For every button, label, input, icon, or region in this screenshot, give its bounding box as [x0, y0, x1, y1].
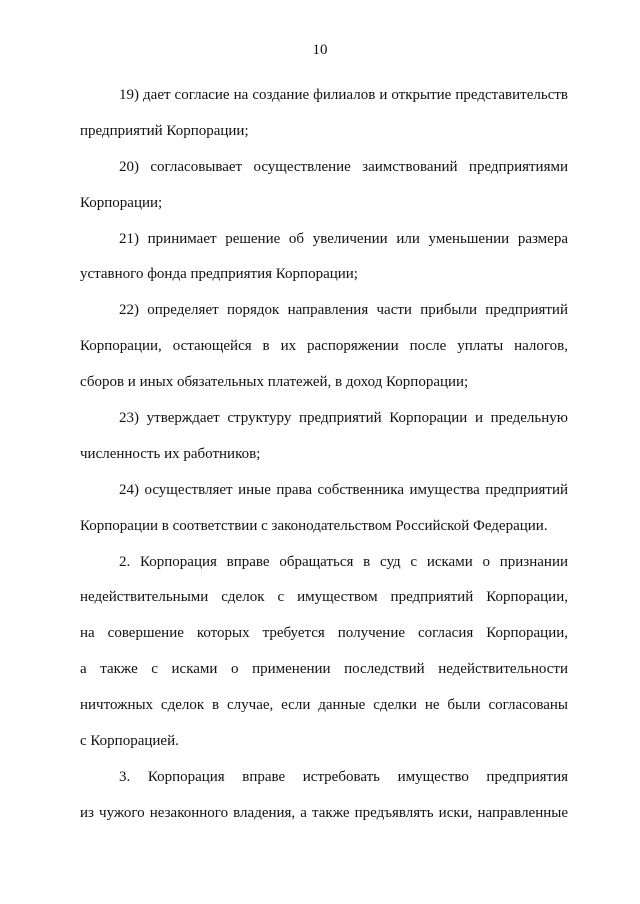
text-line: 23) утверждает структуру предприятий Корпорации и предельную	[119, 410, 568, 427]
text-line: 19) дает согласие на создание филиалов и открытие представительств	[119, 87, 568, 103]
text-line: с Корпорацией.	[80, 733, 179, 750]
text-line: 22) определяет порядок направления части прибыли предприятий	[119, 302, 568, 319]
text-line: 24) осуществляет иные права собственника имущества предприятий	[119, 481, 568, 498]
text-line: на совершение которых требуется получение согласия Корпорации,	[80, 625, 568, 642]
text-line: недействительными сделок с имуществом предприятий Корпорации,	[80, 589, 568, 606]
text-line: численность их работников;	[80, 445, 261, 462]
text-line: 3. Корпорация вправе истребовать имущество предприятия	[119, 768, 568, 785]
text-line: Корпорации в соответствии с законодательством Российской Федерации.	[80, 517, 548, 534]
text-line: а также с исками о применении последствий недействительности	[80, 661, 568, 678]
document-body	[80, 78, 568, 832]
text-line: 21) принимает решение об увеличении или уменьшении размера	[119, 230, 568, 247]
text-line: 2. Корпорация вправе обращаться в суд с исками о признании	[119, 553, 568, 570]
text-line: Корпорации;	[80, 194, 163, 211]
page-number: 10	[312, 42, 328, 58]
text-line: уставного фонда предприятия Корпорации;	[80, 266, 358, 283]
text-line: ничтожных сделок в случае, если данные сделки не были согласованы	[80, 697, 568, 714]
text-line: из чужого незаконного владения, а также предъявлять иски, направленные	[80, 804, 568, 821]
text-line: предприятий Корпорации;	[80, 122, 249, 139]
text-line: 20) согласовывает осуществление заимствований предприятиями	[119, 158, 568, 175]
text-line: Корпорации, остающейся в их распоряжении после уплаты налогов,	[80, 338, 568, 355]
text-line: сборов и иных обязательных платежей, в доход Корпорации;	[80, 374, 469, 391]
